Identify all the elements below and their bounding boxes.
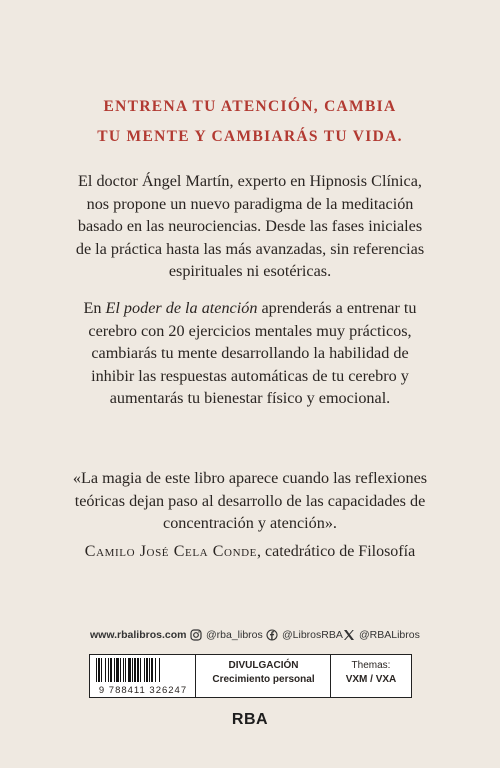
paragraph-line: nos propone un nuevo paradigma de la meditación (86, 194, 414, 213)
paragraph-line: de la práctica hasta las más avanzadas, sin referencias (75, 239, 425, 258)
tagline (0, 92, 500, 152)
barcode-bar (101, 658, 102, 682)
suffix-text: aprenderás a entrenar tu (257, 299, 417, 317)
facebook-handle: @LibrosRBA (282, 629, 343, 641)
paragraph-line: inhibir las respuestas automáticas de tu cerebro y (91, 366, 409, 385)
barcode-bar (120, 658, 121, 682)
description-paragraph-1 (60, 170, 440, 283)
isbn-number: 9 788411 326247 (98, 685, 188, 696)
quote-attribution (0, 541, 500, 563)
barcode-bar (116, 658, 119, 682)
category-title: DIVULGACIÓN (228, 660, 299, 671)
x-logo-icon (343, 629, 355, 641)
tagline-line-1: ENTRENA TU ATENCIÓN, CAMBIA (103, 98, 397, 115)
website-link[interactable]: www.rbalibros.com (90, 629, 187, 641)
barcode-bar (146, 658, 148, 682)
barcode-bar (110, 658, 112, 682)
themes-box (330, 654, 412, 698)
barcode-bar (105, 658, 106, 682)
barcode-bar (140, 658, 141, 682)
paragraph-line: cambiarás tu mente desarrollando la habilidad de (91, 344, 409, 362)
social-links-bar (0, 629, 500, 647)
barcode-bar (155, 658, 156, 682)
barcode-bars (94, 658, 192, 682)
book-title: El poder de la atención (105, 299, 258, 317)
themes-codes: VXM / VXA (345, 674, 397, 685)
barcode-bar (144, 658, 145, 682)
barcode-bar (96, 658, 97, 682)
category-subtitle: Crecimiento personal (212, 674, 315, 685)
instagram-handle: @rba_libros (206, 629, 263, 641)
x-link[interactable] (343, 629, 420, 641)
quote-line: concentración y atención». (163, 514, 337, 532)
barcode-bar (159, 658, 160, 682)
quote-author-role: , catedrático de Filosofía (257, 543, 416, 560)
paragraph-line: cerebro con 20 ejercicios mentales muy prácticos, (88, 321, 412, 340)
facebook-icon (266, 629, 278, 641)
barcode-bar (134, 658, 136, 682)
tagline-line-2: TU MENTE Y CAMBIARÁS TU VIDA. (97, 128, 403, 145)
barcode-bar (151, 658, 153, 682)
facebook-link[interactable] (266, 629, 343, 641)
barcode (89, 654, 197, 698)
barcode-bar (98, 658, 100, 682)
paragraph-line (60, 297, 440, 320)
paragraph-line: espirituales ni esotéricas. (168, 262, 332, 280)
prefix-text: En (83, 299, 106, 317)
paragraph-line: aumentarás tu bienestar físico y emocional. (109, 389, 391, 407)
publisher-logo: RBA (231, 711, 269, 728)
barcode-bar (123, 658, 124, 682)
quote-line: «La magia de este libro aparece cuando las reflexiones (72, 469, 428, 487)
endorsement-quote (60, 467, 440, 535)
barcode-bar (149, 658, 150, 682)
quote-line: teóricas dejan paso al desarrollo de las capacidades de (74, 491, 426, 510)
category-box (195, 654, 332, 698)
paragraph-line: El doctor Ángel Martín, experto en Hipnosis Clínica, (78, 172, 422, 190)
barcode-bar (137, 658, 139, 682)
barcode-bar (114, 658, 115, 682)
barcode-bar (125, 658, 126, 682)
quote-author: Camilo José Cela Conde (84, 543, 258, 560)
instagram-link[interactable] (190, 629, 263, 641)
instagram-icon (190, 629, 202, 641)
themes-label: Themas: (351, 660, 391, 671)
barcode-bar (128, 658, 131, 682)
barcode-bar (132, 658, 133, 682)
paragraph-line: basado en las neurociencias. Desde las fases iniciales (77, 217, 423, 235)
barcode-bar (108, 658, 109, 682)
description-paragraph-2 (60, 297, 440, 410)
x-handle: @RBALibros (359, 629, 420, 641)
